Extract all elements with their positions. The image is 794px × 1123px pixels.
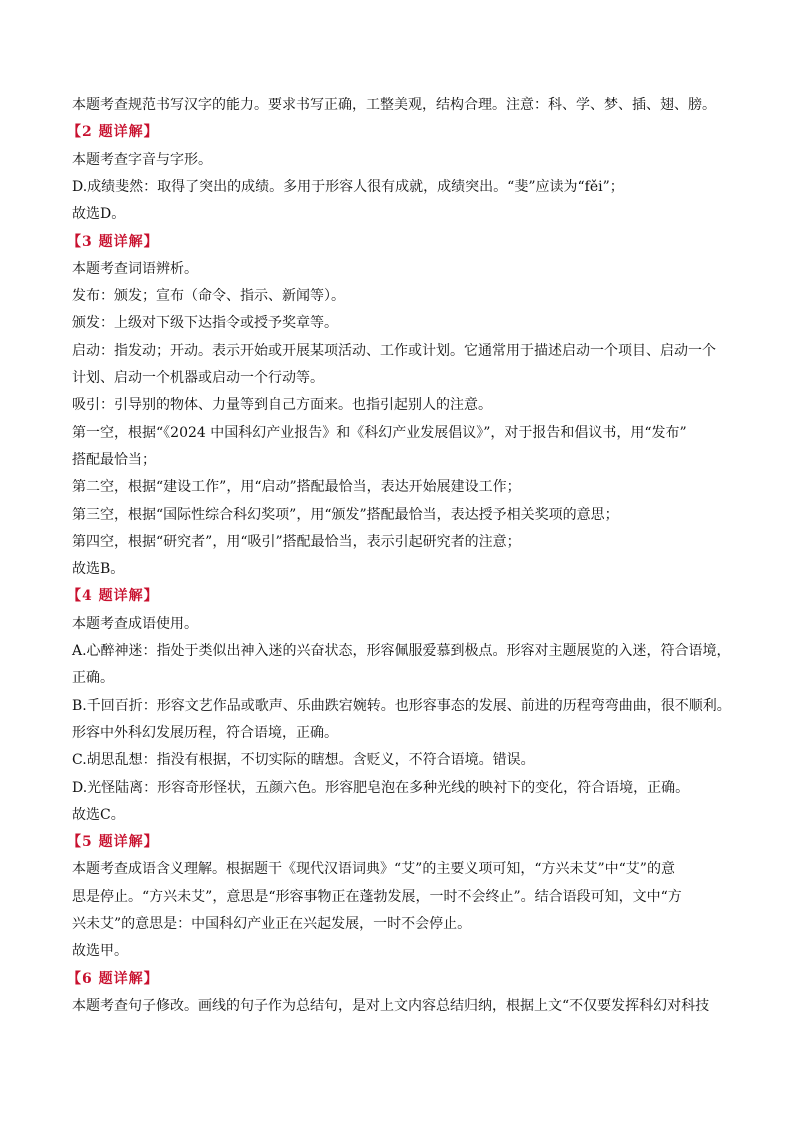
paragraph-line: 本题考查句子修改。画线的句子作为总结句，是对上文内容总结归纳，根据上文“不仅要发挥科幻对科技 <box>72 998 710 1014</box>
section-heading: 【4 题详解】 <box>67 588 159 604</box>
paragraph-line: C.胡思乱想：指没有根据，不切实际的瞎想。含贬义，不符合语境。错误。 <box>72 752 535 768</box>
paragraph-line: 本题考查规范书写汉字的能力。要求书写正确，工整美观，结构合理。注意：科、学、梦、插、翅、膀。 <box>72 97 716 113</box>
paragraph-line: 本题考查成语含义理解。根据题干《现代汉语词典》“艾”的主要义项可知，“方兴未艾”中“艾”的意 <box>72 861 675 877</box>
paragraph-line: B.千回百折：形容文艺作品或歌声、乐曲跌宕婉转。也形容事态的发展、前进的历程弯弯曲曲，很不顺利。 <box>72 698 731 714</box>
paragraph-line: 第四空，根据“研究者”，用“吸引”搭配最恰当，表示引起研究者的注意； <box>72 534 521 550</box>
paragraph-line: 本题考查词语辨析。 <box>72 261 198 277</box>
paragraph-line: D.成绩斐然：取得了突出的成绩。多用于形容人很有成就，成绩突出。“斐”应读为“fěi”； <box>72 179 624 195</box>
paragraph-line: 颁发：上级对下级下达指令或授予奖章等。 <box>72 315 338 331</box>
paragraph-line: 正确。 <box>72 670 114 686</box>
section-heading: 【5 题详解】 <box>67 834 159 850</box>
paragraph-line: 故选B。 <box>72 561 125 577</box>
paragraph-line: 思是停止。“方兴未艾”，意思是“形容事物正在蓬勃发展，一时不会终止”。结合语段可知，文中“方 <box>72 889 682 905</box>
section-heading: 【3 题详解】 <box>67 234 159 250</box>
paragraph-line: D.光怪陆离：形容奇形怪状，五颜六色。形容肥皂泡在多种光线的映衬下的变化，符合语境，正确。 <box>72 780 690 796</box>
paragraph-line: 本题考查成语使用。 <box>72 616 198 632</box>
paragraph-line: 故选C。 <box>72 807 125 823</box>
paragraph-line: 故选D。 <box>72 206 126 222</box>
paragraph-line: 第三空，根据“国际性综合科幻奖项”，用“颁发”搭配最恰当，表达授予相关奖项的意思； <box>72 507 619 523</box>
paragraph-line: 兴未艾”的意思是：中国科幻产业正在兴起发展，一时不会停止。 <box>72 916 472 932</box>
section-heading: 【2 题详解】 <box>67 124 159 140</box>
paragraph-line: 计划、启动一个机器或启动一个行动等。 <box>72 370 324 386</box>
paragraph-line: 搭配最恰当； <box>72 452 156 468</box>
paragraph-line: 发布：颁发；宣布（命令、指示、新闻等）。 <box>72 288 345 304</box>
section-heading: 【6 题详解】 <box>67 971 159 987</box>
paragraph-line: 形容中外科幻发展历程，符合语境，正确。 <box>72 725 338 741</box>
paragraph-line: 第一空，根据“《2024 中国科幻产业报告》和《科幻产业发展倡议》”，对于报告和倡议书，用“发布” <box>72 425 687 441</box>
paragraph-line: 故选甲。 <box>72 943 128 959</box>
paragraph-line: 启动：指发动；开动。表示开始或开展某项活动、工作或计划。它通常用于描述启动一个项目、启动一个 <box>72 343 716 359</box>
paragraph-line: 第二空，根据“建设工作”，用“启动”搭配最恰当，表达开始展建设工作； <box>72 479 521 495</box>
paragraph-line: 本题考查字音与字形。 <box>72 152 212 168</box>
paragraph-line: A.心醉神迷：指处于类似出神入迷的兴奋状态，形容佩服爱慕到极点。形容对主题展览的入迷，符合语境， <box>72 643 731 659</box>
paragraph-line: 吸引：引导别的物体、力量等到自己方面来。也指引起别人的注意。 <box>72 397 492 413</box>
